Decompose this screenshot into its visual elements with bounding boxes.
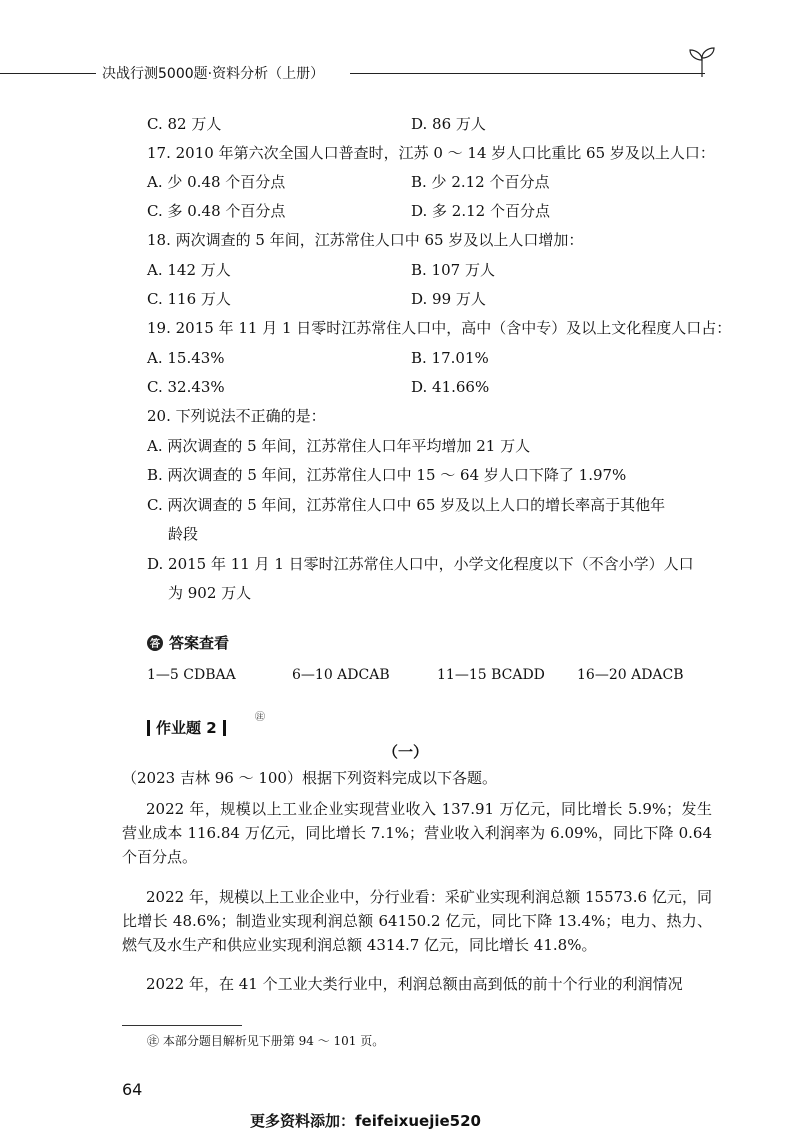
promo-text: 更多资料添加：feifeixuejie520 <box>250 1112 481 1130</box>
body-paragraph: 2022 年，规模以上工业企业实现营业收入 137.91 万亿元，同比增长 5.9%；发生营业成本 116.84 万亿元，同比增长 7.1%；营业收入利润率为 6.09%，同比下降 0.64 个百分点。 <box>122 800 712 866</box>
header-title: 决战行测5000题·资料分析（上册） <box>102 66 325 82</box>
homework-heading <box>147 712 265 738</box>
q20-option-b: B. 两次调查的 5 年间，江苏常住人口中 15 ～ 64 岁人口下降了 1.97% <box>147 466 627 484</box>
q19-option-a: A. 15.43% <box>147 349 225 367</box>
body-paragraph: 2022 年，在 41 个工业大类行业中，利润总额由高到低的前十个行业的利润情况 <box>146 975 683 993</box>
answer-group: 16—20 ADACB <box>577 667 684 683</box>
q20-option-d-line2: 为 902 万人 <box>168 584 252 602</box>
q17-option-c: C. 多 0.48 个百分点 <box>147 202 286 220</box>
q18-option-b: B. 107 万人 <box>411 261 495 279</box>
q19-stem: 19. 2015 年 11 月 1 日零时江苏常住人口中，高中（含中专）及以上文化程度人口占： <box>147 319 732 337</box>
q19-option-c: C. 32.43% <box>147 378 225 396</box>
q20-option-c-line2: 龄段 <box>168 525 199 543</box>
q18-stem: 18. 两次调查的 5 年间，江苏常住人口中 65 岁及以上人口增加： <box>147 231 584 249</box>
answers-heading <box>147 632 229 653</box>
q17-stem: 17. 2010 年第六次全国人口普查时，江苏 0 ～ 14 岁人口比重比 65 岁及以上人口： <box>147 144 715 162</box>
q16-option-d: D. 86 万人 <box>411 115 486 133</box>
section-title: （一） <box>383 743 429 761</box>
q20-option-d-line1: D. 2015 年 11 月 1 日零时江苏常住人口中，小学文化程度以下（不含小学）人口 <box>147 555 694 573</box>
q17-option-d: D. 多 2.12 个百分点 <box>411 202 550 220</box>
homework-title: 作业题 2 <box>156 719 217 737</box>
footnote-mark-icon: ㊟ <box>255 712 265 723</box>
q19-option-d: D. 41.66% <box>411 378 490 396</box>
footnote-rule <box>122 1025 242 1026</box>
q16-option-c: C. 82 万人 <box>147 115 222 133</box>
heading-bar-right <box>223 720 226 736</box>
intro-paragraph: （2023 吉林 96 ～ 100）根据下列资料完成以下各题。 <box>122 769 497 787</box>
q17-option-b: B. 少 2.12 个百分点 <box>411 173 550 191</box>
q18-option-a: A. 142 万人 <box>147 261 231 279</box>
answer-group: 1—5 CDBAA <box>147 667 236 683</box>
q20-option-c-line1: C. 两次调查的 5 年间，江苏常住人口中 65 岁及以上人口的增长率高于其他年 <box>147 496 666 514</box>
header-rule-left <box>0 73 96 74</box>
answer-group: 6—10 ADCAB <box>292 667 390 683</box>
running-header <box>0 62 800 86</box>
q19-option-b: B. 17.01% <box>411 349 489 367</box>
q20-stem: 20. 下列说法不正确的是： <box>147 407 326 425</box>
q20-option-a: A. 两次调查的 5 年间，江苏常住人口年平均增加 21 万人 <box>147 437 531 455</box>
body-paragraph: 2022 年，规模以上工业企业中，分行业看：采矿业实现利润总额 15573.6 亿元，同比增长 48.6%；制造业实现利润总额 64150.2 亿元，同比下降 13.4%；电力、热力、燃气及水生产和供应业实现利润总额 4314.7 亿元，同比增长 41.8%。 <box>122 888 712 954</box>
header-rule-right <box>350 73 705 74</box>
q18-option-d: D. 99 万人 <box>411 290 486 308</box>
answers-heading-text: 答案查看 <box>169 634 230 652</box>
answer-badge-icon: 答 <box>147 635 163 651</box>
footnote: ㊟ 本部分题目解析见下册第 94 ～ 101 页。 <box>147 1034 385 1048</box>
page-number: 64 <box>122 1080 143 1099</box>
heading-bar-left <box>147 720 150 736</box>
sprout-icon <box>686 44 718 78</box>
answer-group: 11—15 BCADD <box>437 667 545 683</box>
q18-option-c: C. 116 万人 <box>147 290 231 308</box>
q17-option-a: A. 少 0.48 个百分点 <box>147 173 286 191</box>
